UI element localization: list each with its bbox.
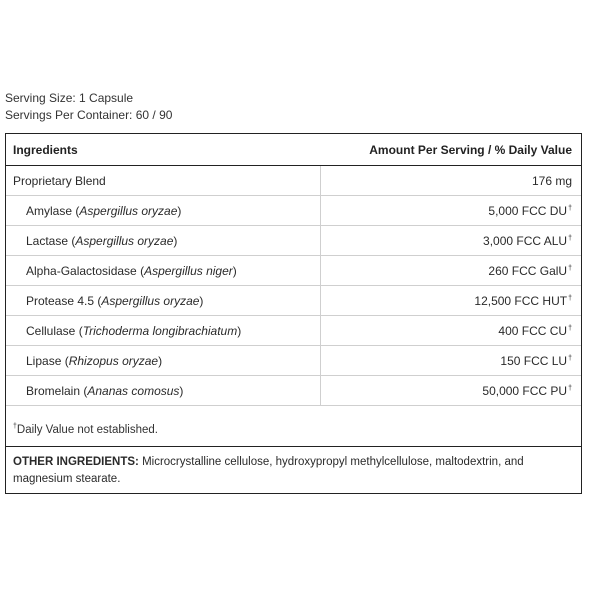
table-row [6,256,581,286]
other-ingredients [6,446,581,488]
ingredient-source: Ananas comosus [87,384,180,398]
ingredient-name: Alpha-Galactosidase (Aspergillus niger) [26,264,237,278]
ingredient-amount: 3,000 FCC ALU† [483,234,572,248]
supplement-facts-panel [5,133,582,494]
serving-size: Serving Size: 1 Capsule [5,91,134,105]
daily-value-footnote: †Daily Value not established. [13,423,158,436]
dagger-mark: † [568,385,572,392]
table-row [6,286,581,316]
ingredient-amount: 260 FCC GalU† [488,264,572,278]
ingredient-source: Aspergillus niger [144,264,233,278]
dagger-mark: † [568,205,572,212]
dagger-mark: † [568,265,572,272]
dagger-mark: † [568,235,572,242]
ingredient-amount: 12,500 FCC HUT† [474,294,572,308]
table-header [6,134,581,166]
ingredient-source: Rhizopus oryzae [68,354,159,368]
table-row [6,196,581,226]
ingredient-amount: 150 FCC LU† [500,354,572,368]
dagger-mark: † [568,295,572,302]
dagger-mark: † [568,325,572,332]
header-amount: Amount Per Serving / % Daily Value [369,143,572,157]
ingredient-amount: 400 FCC CU† [498,324,572,338]
ingredient-source: Aspergillus oryzae [101,294,200,308]
dagger-mark: † [13,423,17,430]
ingredient-source: Aspergillus oryzae [79,204,178,218]
dagger-mark: † [568,355,572,362]
table-row [6,166,581,196]
ingredient-name: Proprietary Blend [13,174,106,188]
table-row [6,316,581,346]
servings-per-container: Servings Per Container: 60 / 90 [5,108,173,122]
serving-info [5,90,172,124]
ingredient-name: Lipase (Rhizopus oryzae) [26,354,163,368]
ingredient-amount: 176 mg [531,174,572,188]
other-ingredients-label: OTHER INGREDIENTS: [13,456,139,468]
ingredient-name: Lactase (Aspergillus oryzae) [26,234,178,248]
table-row [6,346,581,376]
ingredient-source: Aspergillus oryzae [75,234,174,248]
ingredient-name: Cellulase (Trichoderma longibrachiatum) [26,324,242,338]
ingredient-amount: 50,000 FCC PU† [482,384,572,398]
ingredient-source: Trichoderma longibrachiatum [82,324,238,338]
table-row [6,376,581,406]
table-row [6,226,581,256]
header-ingredients: Ingredients [13,143,78,157]
ingredient-name: Amylase (Aspergillus oryzae) [26,204,182,218]
other-ingredients-text: Microcrystalline cellulose, hydroxypropyl methylcellulose, maltodextrin, and magnesium stearate. [13,456,524,485]
ingredient-name: Bromelain (Ananas comosus) [26,384,184,398]
ingredient-amount: 5,000 FCC DU† [488,204,572,218]
ingredient-name: Protease 4.5 (Aspergillus oryzae) [26,294,204,308]
